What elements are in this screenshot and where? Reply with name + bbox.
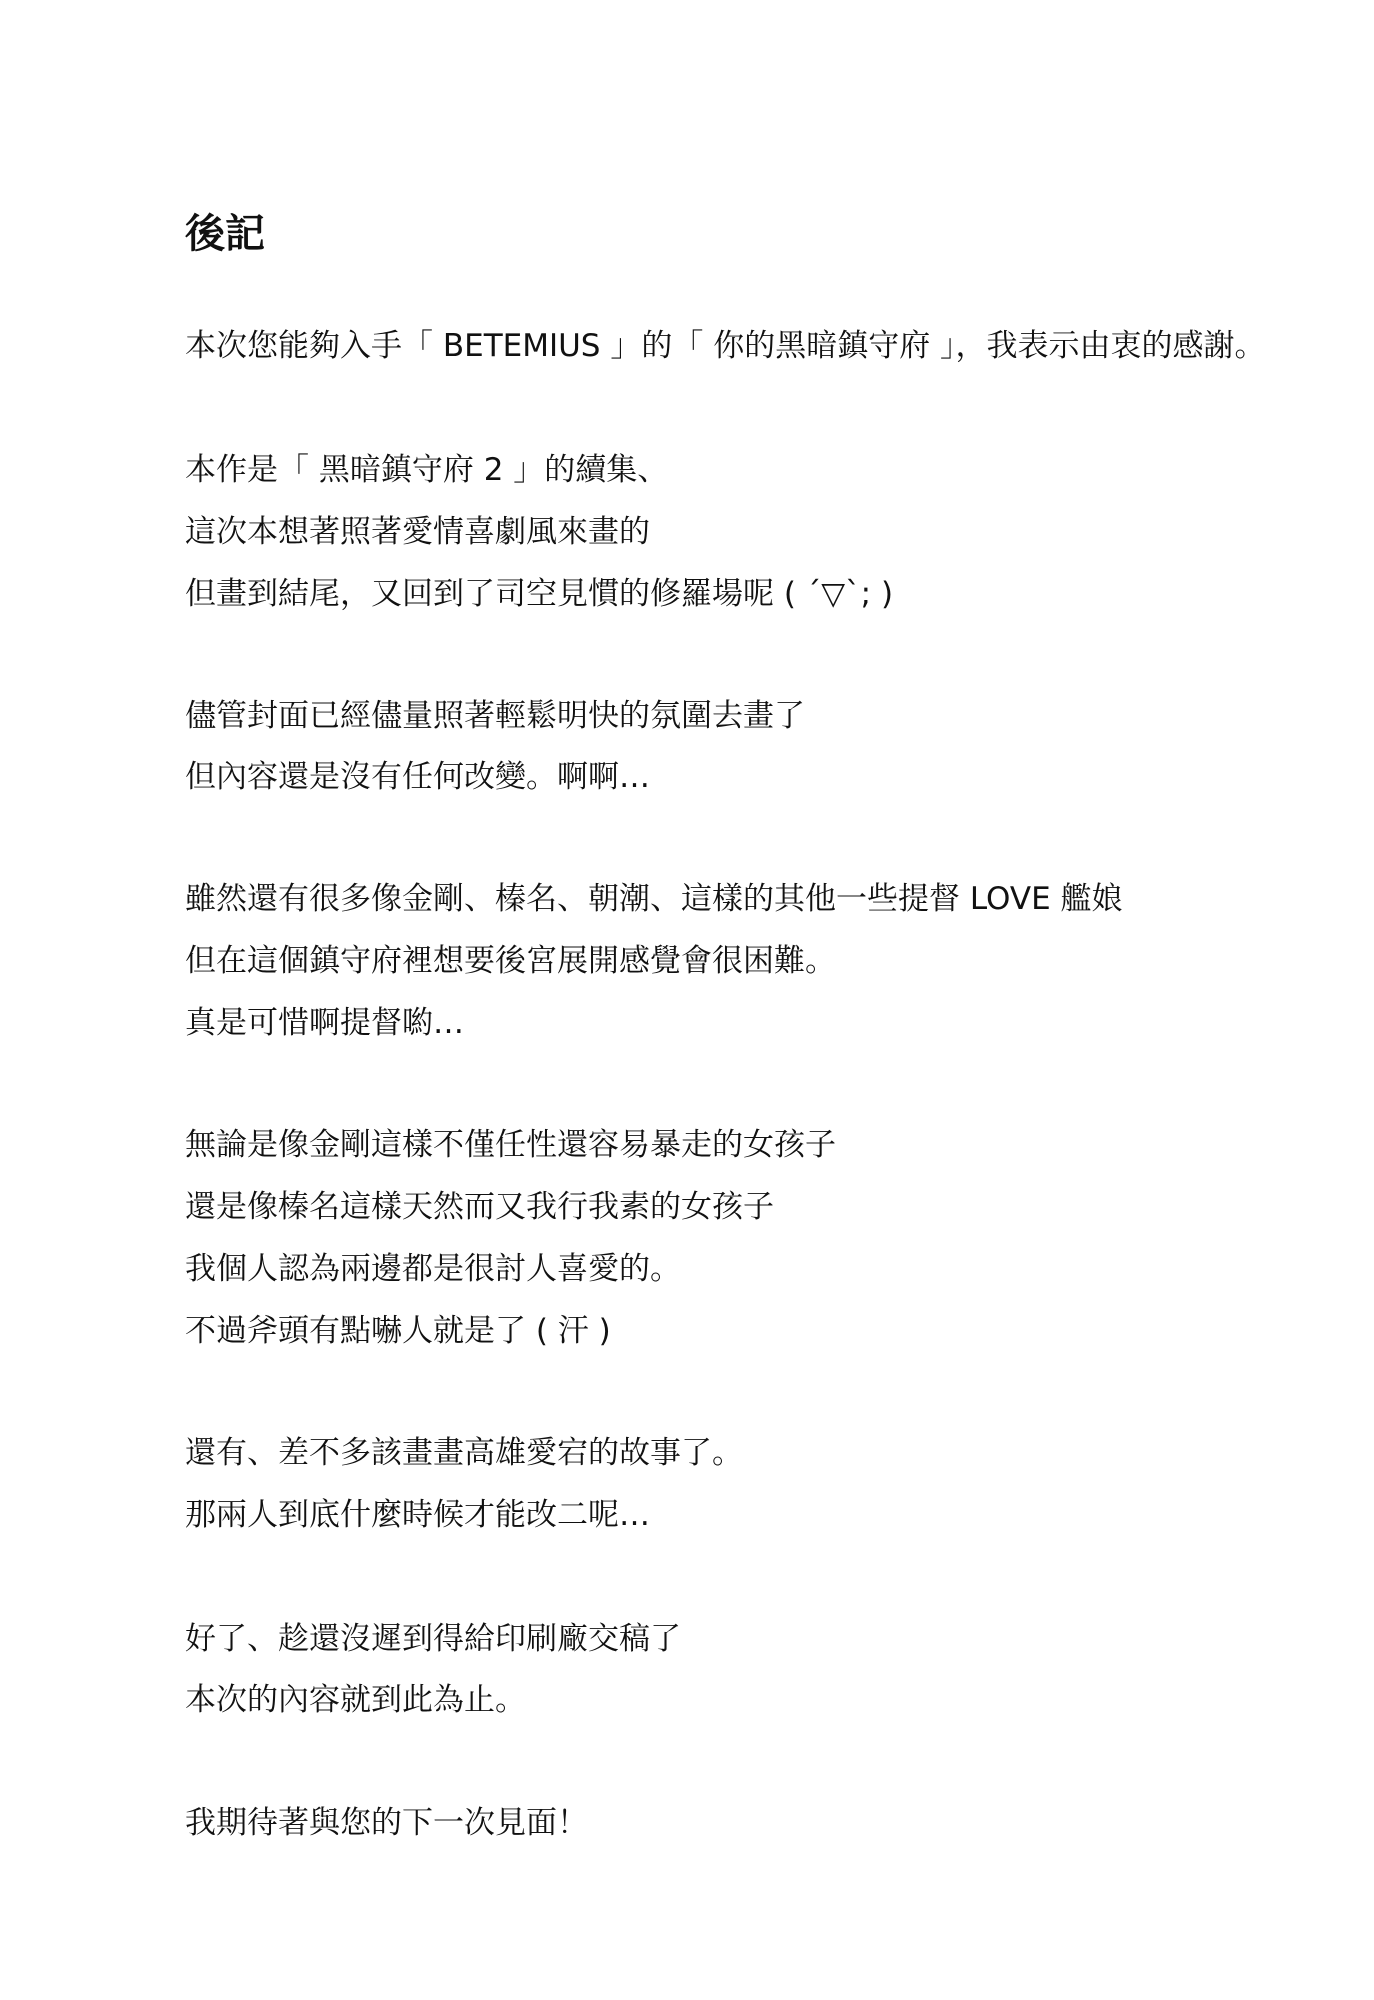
text-line: 真是可惜啊提督喲… — [185, 1005, 464, 1041]
text-line: 但在這個鎮守府裡想要後宮展開感覺會很困難。 — [185, 943, 836, 979]
text-line: 雖然還有很多像金剛、榛名、朝潮、這樣的其他一些提督 LOVE 艦娘 — [185, 881, 1123, 917]
text-line: 我期待著與您的下一次見面！ — [185, 1805, 588, 1841]
text-line: 無論是像金剛這樣不僅任性還容易暴走的女孩子 — [185, 1127, 836, 1163]
text-line: 這次本想著照著愛情喜劇風來畫的 — [185, 514, 650, 550]
text-line: 還有、差不多該畫畫高雄愛宕的故事了。 — [185, 1435, 743, 1471]
page-title: 後記 — [185, 211, 265, 257]
text-line: 但內容還是沒有任何改變。啊啊… — [185, 759, 650, 795]
text-line: 不過斧頭有點嚇人就是了 ( 汗 ) — [185, 1313, 611, 1349]
text-line: 本作是「 黑暗鎮守府 2 」的續集、 — [185, 452, 669, 488]
text-line: 但畫到結尾，又回到了司空見慣的修羅場呢 ( ´▽`; ) — [185, 576, 894, 612]
text-line: 本次的內容就到此為止。 — [185, 1682, 526, 1718]
text-line: 那兩人到底什麼時候才能改二呢… — [185, 1497, 650, 1533]
text-line: 儘管封面已經儘量照著輕鬆明快的氛圍去畫了 — [185, 698, 805, 734]
text-line: 我個人認為兩邊都是很討人喜愛的。 — [185, 1251, 681, 1287]
text-line: 本次您能夠入手「 BETEMIUS 」的「 你的黑暗鎮守府 」，我表示由衷的感謝。 — [185, 328, 1266, 364]
text-line: 好了、趁還沒遲到得給印刷廠交稿了 — [185, 1621, 681, 1657]
text-line: 還是像榛名這樣天然而又我行我素的女孩子 — [185, 1189, 774, 1225]
